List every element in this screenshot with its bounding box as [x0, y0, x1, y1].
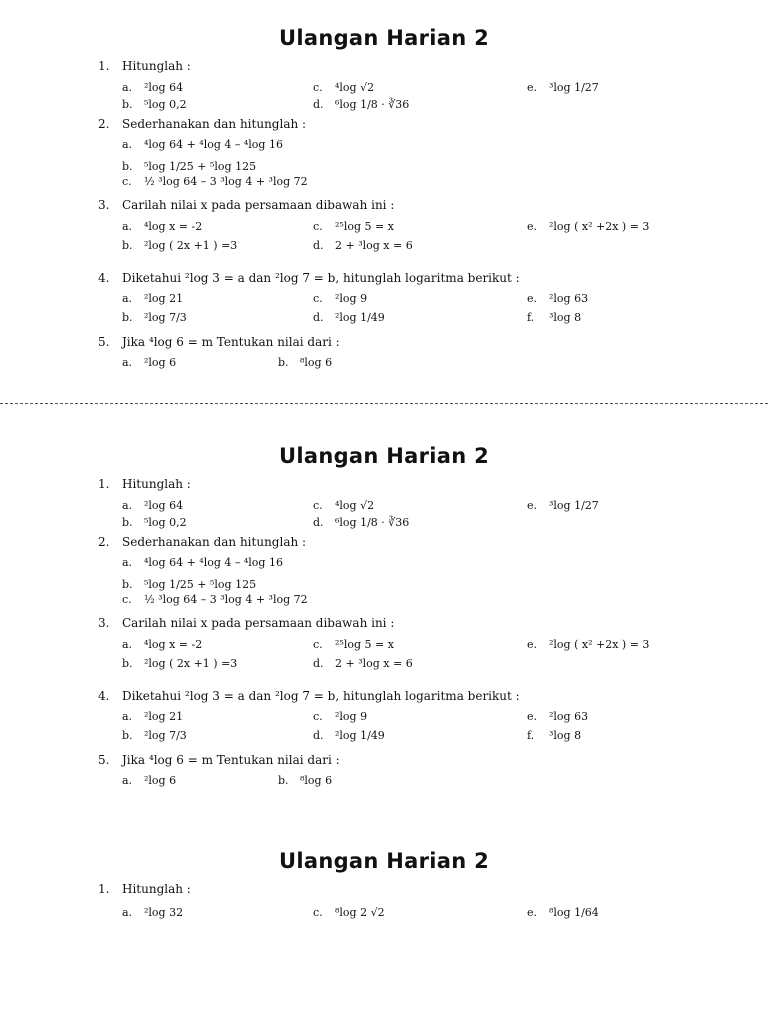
page-title: Ulangan Harian 2 [279, 26, 489, 50]
option-1c: c. ⁴log √2 [313, 81, 375, 94]
option-3e: e. ²log ( x² +2x ) = 3 [527, 638, 650, 651]
option-1a: a. ²log 64 [122, 81, 184, 94]
option-5b: b. ⁸log 6 [278, 356, 333, 369]
option-4c: c. ²log 9 [313, 710, 368, 723]
option-4a: a. ²log 21 [122, 710, 184, 723]
option-5b: b. ⁸log 6 [278, 774, 333, 787]
cut-line-divider [0, 403, 768, 404]
option-3b: b. ²log ( 2x +1 ) =3 [122, 657, 238, 670]
question-1: 1. Hitunglah : [98, 477, 191, 491]
option-4d: d. ²log 1/49 [313, 311, 385, 324]
option-1c: c. ⁸log 2 √2 [313, 906, 385, 919]
question-2: 2. Sederhanakan dan hitunglah : [98, 117, 307, 131]
option-3a: a. ⁴log x = -2 [122, 220, 203, 233]
option-2c: c. ½ ³log 64 – 3 ³log 4 + ³log 72 [122, 175, 308, 188]
option-3c: c. ²⁵log 5 = x [313, 220, 394, 233]
option-4e: e. ²log 63 [527, 710, 589, 723]
option-5a: a. ²log 6 [122, 774, 177, 787]
question-4: 4. Diketahui ²log 3 = a dan ²log 7 = b, hitunglah logaritma berikut : [98, 689, 520, 703]
option-1b: b. ⁵log 0,2 [122, 516, 187, 529]
option-3b: b. ²log ( 2x +1 ) =3 [122, 239, 238, 252]
option-3d: d. 2 + ³log x = 6 [313, 239, 413, 252]
option-1d: d. ⁶log 1/8 · ∛36 [313, 98, 410, 111]
option-2a: a. ⁴log 64 + ⁴log 4 – ⁴log 16 [122, 556, 283, 569]
question-1: 1. Hitunglah : [98, 59, 191, 73]
option-1e: e. ³log 1/27 [527, 81, 599, 94]
option-2b: b. ⁵log 1/25 + ⁵log 125 [122, 160, 257, 173]
option-1a: a. ²log 32 [122, 906, 184, 919]
option-1c: c. ⁴log √2 [313, 499, 375, 512]
option-2c: c. ½ ³log 64 – 3 ³log 4 + ³log 72 [122, 593, 308, 606]
option-4d: d. ²log 1/49 [313, 729, 385, 742]
question-3: 3. Carilah nilai x pada persamaan dibawah ini : [98, 198, 395, 212]
option-4e: e. ²log 63 [527, 292, 589, 305]
option-5a: a. ²log 6 [122, 356, 177, 369]
question-5: 5. Jika ⁴log 6 = m Tentukan nilai dari : [98, 753, 340, 767]
option-1d: d. ⁶log 1/8 · ∛36 [313, 516, 410, 529]
page-title: Ulangan Harian 2 [279, 849, 489, 873]
option-3e: e. ²log ( x² +2x ) = 3 [527, 220, 650, 233]
option-1b: b. ⁵log 0,2 [122, 98, 187, 111]
option-2a: a. ⁴log 64 + ⁴log 4 – ⁴log 16 [122, 138, 283, 151]
question-5: 5. Jika ⁴log 6 = m Tentukan nilai dari : [98, 335, 340, 349]
option-4c: c. ²log 9 [313, 292, 368, 305]
question-3: 3. Carilah nilai x pada persamaan dibawah ini : [98, 616, 395, 630]
question-1: 1. Hitunglah : [98, 882, 191, 896]
question-4: 4. Diketahui ²log 3 = a dan ²log 7 = b, hitunglah logaritma berikut : [98, 271, 520, 285]
option-3d: d. 2 + ³log x = 6 [313, 657, 413, 670]
option-4a: a. ²log 21 [122, 292, 184, 305]
option-1e: e. ⁸log 1/64 [527, 906, 599, 919]
question-2: 2. Sederhanakan dan hitunglah : [98, 535, 307, 549]
option-1e: e. ³log 1/27 [527, 499, 599, 512]
option-4f: f. ³log 8 [527, 729, 582, 742]
page-title: Ulangan Harian 2 [279, 444, 489, 468]
option-2b: b. ⁵log 1/25 + ⁵log 125 [122, 578, 257, 591]
option-4b: b. ²log 7/3 [122, 729, 187, 742]
option-3c: c. ²⁵log 5 = x [313, 638, 394, 651]
option-4b: b. ²log 7/3 [122, 311, 187, 324]
option-4f: f. ³log 8 [527, 311, 582, 324]
option-3a: a. ⁴log x = -2 [122, 638, 203, 651]
option-1a: a. ²log 64 [122, 499, 184, 512]
